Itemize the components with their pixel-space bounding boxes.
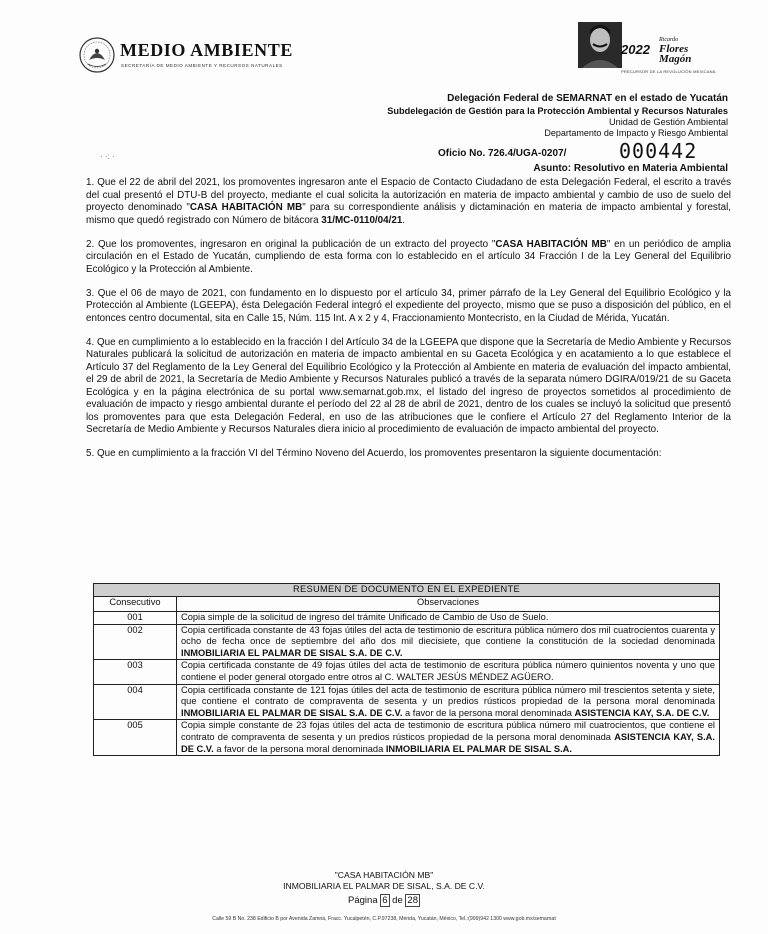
paragraph-5: 5. Que en cumplimiento a la fracción VI del Término Noveno del Acuerdo, los promoventes presentaron la siguiente documentación:	[86, 448, 662, 459]
scan-marks: · ·: ·	[100, 152, 115, 161]
footer-project: "CASA HABITACIÓN MB"	[334, 870, 434, 880]
row-observation	[177, 660, 720, 684]
commemorative-name	[659, 37, 691, 64]
delegation-name: Delegación Federal de SEMARNAT en el estado de Yucatán	[447, 93, 728, 104]
table-row	[94, 624, 720, 660]
subject-line: Asunto: Resolutivo en Materia Ambiental	[533, 163, 728, 174]
subdelegation-name: Subdelegación de Gestión para la Protección Ambiental y Recursos Naturales	[387, 106, 728, 116]
column-header-observaciones: Observaciones	[177, 597, 720, 612]
p1-text-a: 1. Que el 22 de abril del 2021, los promoventes ingresaron ante el Espacio de Contacto Ciudadano de esta Delegación Federal, el escrito a través del cual presentó el DTU-B del proyecto, mediante el cual solicita la autorización en materia de impacto ambiental y cambio de uso de suelo del proyecto denominado "	[86, 177, 731, 213]
table-title: RESUMEN DE DOCUMENTO EN EL EXPEDIENTE	[94, 584, 720, 597]
row-number: 001	[94, 612, 177, 625]
table-row	[94, 684, 720, 720]
unit-name: Unidad de Gestión Ambiental	[608, 117, 728, 127]
p1-text-e: .	[402, 214, 406, 226]
oficio-number: Oficio No. 726.4/UGA-0207/	[438, 148, 567, 159]
row-tail: a favor de la persona moral denominada	[213, 743, 386, 754]
paragraph-3: 3. Que el 06 de mayo de 2021, con fundamento en lo dispuesto por el artículo 34, primer párrafo de la Ley General del Equilibrio Ecológico y la Protección al Ambiente (LGEEPA), ésta Delegación Federal integró el expediente del proyecto, mismo que se puso a disposición del público, en el entonces centro documental, sita en Calle 15, Núm. 115 Int. A x 2 y 4, Fraccionamiento Montecristo, en la Ciudad de Mérida, Yucatán.	[86, 287, 731, 324]
p1-text-c: " para su correspondiente análisis y dictaminación en materia de impacto ambiental y forestal, mismo que quedó registrado con Número de bitácora	[86, 202, 731, 226]
page-mid: de	[389, 895, 406, 906]
documents-table	[93, 583, 720, 756]
row-number: 004	[94, 684, 177, 720]
hero-surname-2: Magón	[659, 53, 692, 65]
office-block	[387, 92, 728, 139]
paragraph-2	[86, 239, 731, 277]
row-observation	[177, 624, 720, 660]
row-number: 002	[94, 624, 177, 660]
p2-project-name: CASA HABITACIÓN MB	[495, 238, 607, 250]
table-row	[94, 612, 720, 625]
column-header-consecutivo: Consecutivo	[94, 597, 177, 612]
footer-company: INMOBILIARIA EL PALMAR DE SISAL, S.A. DE C.V.	[283, 881, 485, 891]
row-bold-entity: INMOBILIARIA EL PALMAR DE SISAL S.A. DE C.V.	[181, 707, 403, 718]
eagle-seal-icon	[78, 36, 116, 74]
row-observation	[177, 684, 720, 720]
brand-subtitle: SECRETARÍA DE MEDIO AMBIENTE Y RECURSOS NATURALES	[121, 63, 283, 68]
brand-title: MEDIO AMBIENTE	[120, 40, 293, 60]
department-name: Departamento de Impacto y Riesgo Ambiental	[544, 128, 728, 138]
table-row	[94, 720, 720, 756]
row-observation	[177, 612, 720, 625]
folio-stamp: 000442	[619, 139, 698, 163]
row-bold-entity-2: ASISTENCIA KAY, S.A. DE C.V.	[574, 707, 710, 718]
row-bold-entity: ASISTENCIA KAY, S.A. DE C.V.	[181, 731, 715, 754]
row-number: 005	[94, 720, 177, 756]
row-text: Copia certificada constante de 43 fojas útiles del acta de testimonio de escritura pública número dos mil cuatrocientos cuarenta y ocho de fecha once de septiembre del año dos mil diecisiete, que contiene la constitución de la sociedad denominada	[181, 624, 715, 647]
portrait-icon	[578, 22, 622, 68]
row-number: 003	[94, 660, 177, 684]
commemorative-caption: PRECURSOR DE LA REVOLUCIÓN MEXICANA	[621, 69, 716, 74]
row-observation	[177, 720, 720, 756]
paragraph-1	[86, 177, 731, 227]
commemorative-year: 2022	[621, 42, 650, 57]
footer-address: Calle 59 B No. 238 Edificio B por Avenida Zamná, Fracc. Yucalpetén, C.P.97238, Mérida, Yucatán, México, Tel.:(999)942 1300 www.gob.mx/semarnat	[212, 916, 556, 922]
paragraph-4: 4. Que en cumplimiento a lo establecido en la fracción I del Artículo 34 de la LGEEPA que dispone que la Secretaría de Medio Ambiente y Recursos Naturales publicará la solicitud de autorización en materia de impacto ambiental en su Gaceta Ecológica y en acatamiento a lo que establece el Artículo 37 del Reglamento de la Ley General del Equilibrio Ecológico y la Protección al Ambiente en materia de evaluación del impacto ambiental, el 29 de abril de 2021, la Secretaría de Medio Ambiente y Recursos Naturales publicó a través de la separata número DGIRA/019/21 de su Gaceta Ecológica y en la página electrónica de su portal www.semarnat.gob.mx, el listado del ingreso de proyectos sometidos al procedimiento de evaluación de impacto y riesgo ambiental durante el período del 22 al 28 de abril de 2021, dentro de los cuales se incluyó la solicitud que presentó los promoventes para que esta Delegación Federal, en uso de las atribuciones que le confiere el Artículo 27 del Reglamento Interior de la Secretaría de Medio Ambiente y Recursos Naturales diera inicio al procedimiento de evaluación de impacto ambiental del proyecto.	[86, 336, 731, 435]
row-text: Copia simple de la solicitud de ingreso del trámite Unificado de Cambio de Uso de Suelo.	[181, 612, 549, 622]
row-text: Copia certificada constante de 49 fojas útiles del acta de testimonio de escritura pública número quinientos noventa y uno que contiene el poder general otorgado entre otros al C. WALTER JESÚS MÉNDEZ AGÜERO.	[181, 660, 715, 682]
row-text: Copia certificada constante de 121 fojas útiles del acta de testimonio de escritura pública número mil trescientos setenta y siete, que contiene el contrato de compraventa de sesenta y un predios rústicos propiedad de la persona moral denominada	[181, 684, 715, 707]
p2-text-a: 2. Que los promoventes, ingresaron en original la publicación de un extracto del proyecto "	[86, 238, 496, 250]
document-body	[86, 177, 731, 472]
page-total: 28	[407, 895, 418, 906]
table-row	[94, 660, 720, 684]
p2-text-c: " en un periódico de amplia circulación en el Estado de Yucatán, cumpliendo de esta forma con lo establecido en el artículo 34 Fracción I de la Ley General del Equilibrio Ecológico y la Protección al Ambiente.	[86, 238, 732, 275]
page-footer	[0, 870, 768, 906]
row-bold-entity-2: INMOBILIARIA EL PALMAR DE SISAL S.A.	[385, 743, 572, 754]
page-prefix: Página	[348, 895, 381, 906]
row-text: Copia simple constante de 23 fojas útiles del acta de testimonio de escritura pública número mil cuatrocientos, que contiene el contrato de compraventa de sesenta y un predios rústicos propiedad de la persona moral denominada	[181, 720, 715, 742]
row-tail: a favor de la persona moral denominada	[402, 707, 575, 718]
letterhead	[0, 0, 768, 80]
hero-surname-1: Flores	[659, 43, 689, 55]
p1-project-name: CASA HABITACIÓN MB	[189, 202, 303, 213]
page-indicator	[0, 895, 768, 906]
hero-first-name: Ricardo	[659, 37, 679, 43]
page-number: 6	[382, 895, 388, 906]
row-bold-entity: INMOBILIARIA EL PALMAR DE SISAL S.A. DE C.V.	[181, 647, 403, 658]
p1-bitacora: 31/MC-0110/04/21	[321, 214, 403, 226]
